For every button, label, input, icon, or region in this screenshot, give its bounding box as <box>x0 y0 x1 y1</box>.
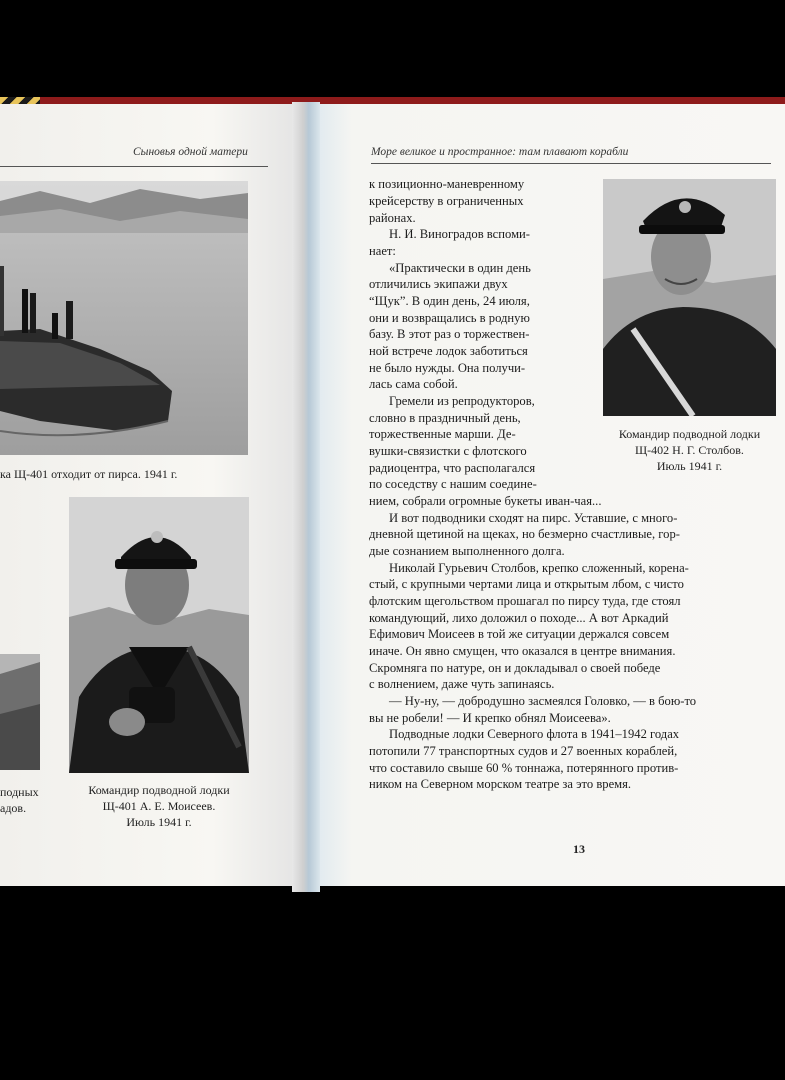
body-line: дневной щетиной на щеках, но безмерно счастливые, гор- <box>369 527 680 541</box>
left-header-rule <box>0 166 268 167</box>
body-line: ной встрече лодок заботиться <box>369 344 528 358</box>
body-line: командующий, лихо доложил о походе... А вот Аркадий <box>369 611 669 625</box>
stolbov-caption-line-1: Командир подводной лодки <box>618 427 761 441</box>
body-line: «Практически в один день <box>389 261 531 275</box>
body-line: по соседству с нашим соедине- <box>369 477 537 491</box>
partial-caption-left <box>0 784 40 816</box>
book-spine <box>292 102 320 892</box>
body-line: нием, собрали огромные букеты иван-чая... <box>369 494 602 508</box>
body-line: стый, с крупными чертами лица и открытым лбом, с чисто <box>369 577 684 591</box>
submarine-departing-photo <box>0 181 248 455</box>
body-line: к позиционно-маневренному <box>369 177 525 191</box>
stolbov-caption <box>603 426 776 474</box>
body-line: районах. <box>369 211 416 225</box>
partial-caption-line-2: адов. <box>0 801 27 815</box>
body-line: “Щук”. В один день, 24 июля, <box>369 294 530 308</box>
body-line: Н. И. Виноградов вспоми- <box>389 227 530 241</box>
partial-caption-line-1: подных <box>0 785 39 799</box>
body-line: И вот подводники сходят на пирс. Уставшие, с много- <box>389 511 678 525</box>
stolbov-caption-line-2: Щ-402 Н. Г. Столбов. <box>635 443 744 457</box>
page-number: 13 <box>573 842 585 856</box>
moiseev-caption-line-1: Командир подводной лодки <box>88 783 230 797</box>
body-line: флотским щегольством прошагал по пирсу туда, где стоял <box>369 594 681 608</box>
body-line: нает: <box>369 244 396 258</box>
partial-photo-left <box>0 654 40 770</box>
body-line: крейсерству в ограниченных <box>369 194 524 208</box>
body-line: вы не робели! — И крепко обнял Моисеева». <box>369 711 611 725</box>
body-line: Подводные лодки Северного флота в 1941–1942 годах <box>389 727 680 741</box>
body-line: дые сознанием выполненного долга. <box>369 544 565 558</box>
body-line: — Ну-ну, — добродушно засмеялся Головко, — в бою-то <box>389 694 697 708</box>
stolbov-caption-line-3: Июль 1941 г. <box>656 459 723 473</box>
body-line: ником на Северном морском театре за это время. <box>369 777 632 791</box>
body-line: что составило свыше 60 % тоннажа, потерянного против- <box>369 761 679 775</box>
body-line: радиоцентра, что располагался <box>369 461 536 475</box>
body-line: Гремели из репродукторов, <box>389 394 535 408</box>
body-line: отличились экипажи двух <box>369 277 508 291</box>
body-line: торжественные марши. Де- <box>369 427 516 441</box>
body-line: они и возвращались в родную <box>369 311 530 325</box>
body-line: Ефимович Моисеев в той же ситуации держался совсем <box>369 627 670 641</box>
body-line: иначе. Он явно смущен, что оказался в центре внимания. <box>369 644 676 658</box>
moiseev-portrait-photo <box>69 497 249 773</box>
right-running-head: Море великое и пространное: там плавают корабли <box>371 146 629 158</box>
body-line: вушки-связистки с флотского <box>369 444 527 458</box>
body-line: с волнением, даже чуть запинаясь. <box>369 677 555 691</box>
left-running-head: Сыновья одной матери <box>133 146 248 158</box>
moiseev-caption-line-3: Июль 1941 г. <box>126 815 192 829</box>
body-line: словно в праздничный день, <box>369 411 521 425</box>
body-line: Николай Гурьевич Столбов, крепко сложенный, корена- <box>389 561 689 575</box>
body-line: не было нужды. Она получи- <box>369 361 526 375</box>
stolbov-portrait-photo <box>603 179 776 416</box>
body-line: потопили 77 транспортных судов и 27 военных кораблей, <box>369 744 678 758</box>
moiseev-caption <box>69 782 249 830</box>
body-line: Скромняга по натуре, он и докладывал о своей победе <box>369 661 661 675</box>
body-line: базу. В этот раз о торжествен- <box>369 327 530 341</box>
right-header-rule <box>371 163 771 164</box>
body-line: лась сама собой. <box>369 377 458 391</box>
moiseev-caption-line-2: Щ-401 А. Е. Моисеев. <box>102 799 216 813</box>
submarine-photo-caption: ка Щ-401 отходит от пирса. 1941 г. <box>0 467 178 481</box>
